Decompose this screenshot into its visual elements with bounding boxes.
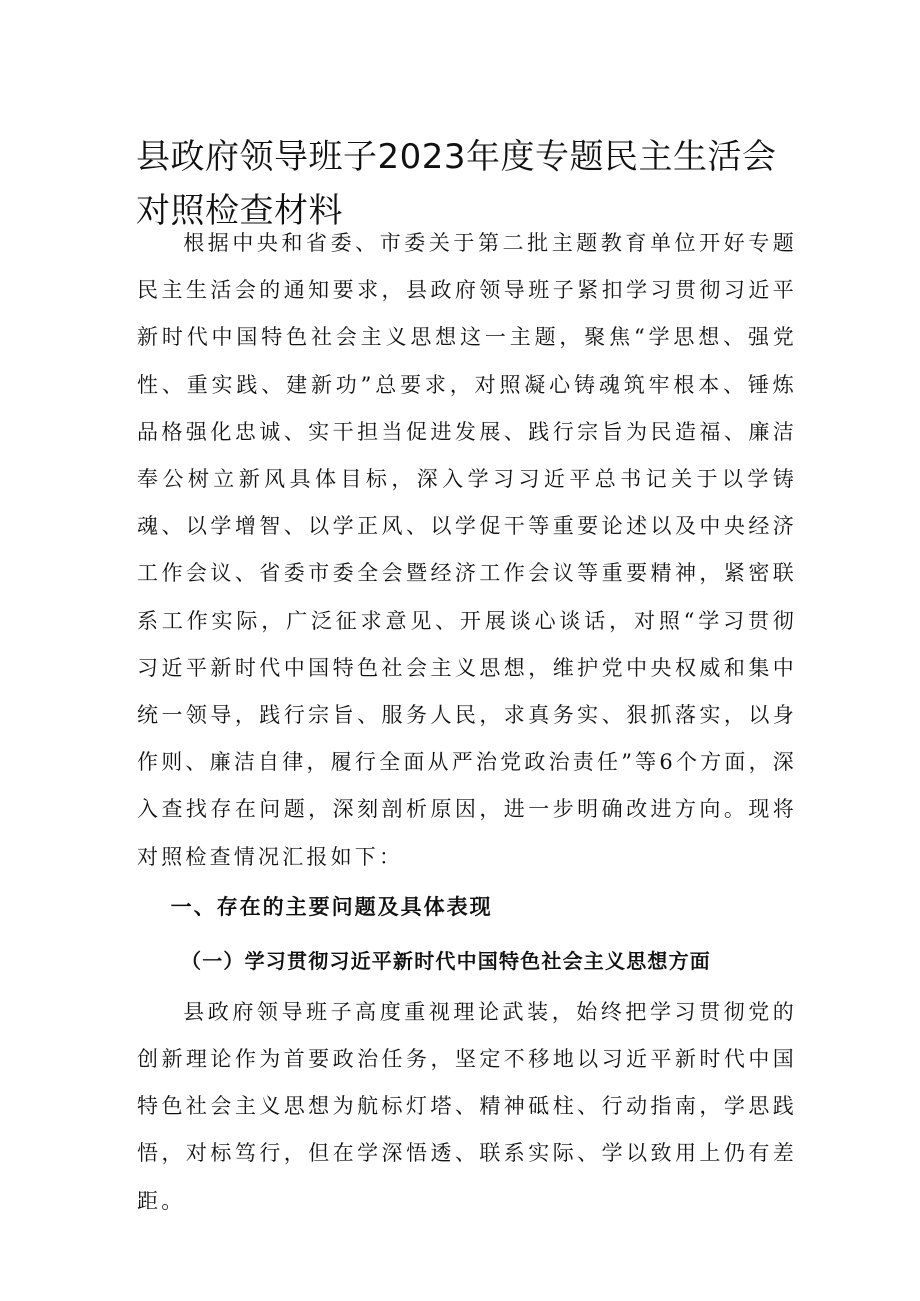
subsection-paragraph: 县政府领导班子高度重视理论武装，始终把学习贯彻党的创新理论作为首要政治任务，坚定不移地以习近平新时代中国特色社会主义思想为航标灯塔、精神砥柱、行动指南，学思践悟，对标笃行，但在学深悟透、联系实际、学以致用上仍有差距。 (137, 999, 797, 1213)
section-heading: 一、存在的主要问题及具体表现 (170, 894, 493, 919)
subsection-heading: （一）学习贯彻习近平新时代中国特色社会主义思想方面 (181, 948, 711, 973)
document-title: 县政府领导班子2023年度专题民主生活会对照检查材料 (136, 137, 777, 231)
document-body (137, 220, 797, 1225)
intro-paragraph: 根据中央和省委、市委关于第二批主题教育单位开好专题民主生活会的通知要求，县政府领导班子紧扣学习贯彻习近平新时代中国特色社会主义思想这一主题，聚焦“学思想、强党性、重实践、建新功”总要求，对照凝心铸魂筑牢根本、锤炼品格强化忠诚、实干担当促进发展、践行宗旨为民造福、廉洁奉公树立新风具体目标，深入学习习近平总书记关于以学铸魂、以学增智、以学正风、以学促干等重要论述以及中央经济工作会议、省委市委全会暨经济工作会议等重要精神，紧密联系工作实际，广泛征求意见、开展谈心谈话，对照“学习贯彻习近平新时代中国特色社会主义思想，维护党中央权威和集中统一领导，践行宗旨、服务人民，求真务实、狠抓落实，以身作则、廉洁自律，履行全面从严治党政治责任”等6个方面，深入查找存在问题，深刻剖析原因，进一步明确改进方向。现将对照检查情况汇报如下： (137, 231, 797, 869)
